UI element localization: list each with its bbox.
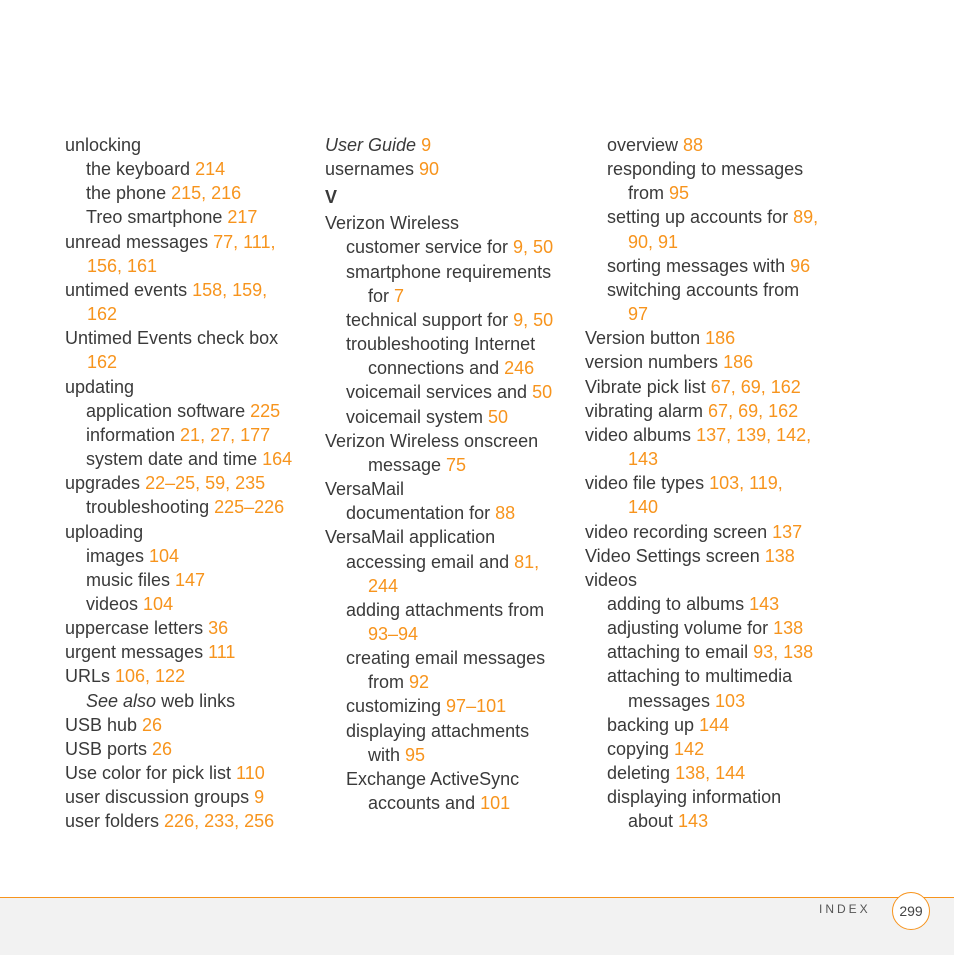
index-entry-text: unread messages — [65, 231, 214, 252]
index-subentry — [585, 616, 835, 640]
index-page-link[interactable]: 138 — [773, 618, 804, 639]
index-subentry — [585, 254, 835, 278]
index-entry-continuation — [325, 670, 570, 694]
index-page-link[interactable]: 97–101 — [446, 696, 507, 717]
index-entry — [65, 737, 305, 761]
index-subentry — [65, 689, 305, 713]
index-page-link[interactable]: 147 — [175, 569, 206, 590]
index-entry-text: message — [368, 454, 447, 475]
index-entry-text: from — [368, 672, 410, 693]
index-entry-text: voicemail services and — [346, 382, 533, 403]
index-entry-continuation — [325, 743, 570, 767]
index-entry-text: smartphone requirements — [346, 261, 552, 282]
index-entry-text: information — [86, 424, 181, 445]
index-subentry — [325, 380, 570, 404]
index-page-link[interactable]: 93, 138 — [753, 642, 814, 663]
index-page-link[interactable]: 217 — [227, 207, 258, 228]
index-page-link[interactable]: 137 — [772, 521, 803, 542]
index-entry-continuation — [325, 574, 570, 598]
index-entry — [585, 520, 835, 544]
index-entry-continuation — [585, 302, 835, 326]
index-page-link[interactable]: 7 — [394, 285, 405, 306]
index-page-link[interactable]: 92 — [409, 672, 430, 693]
index-entry-text: USB hub — [65, 714, 143, 735]
index-page-link[interactable]: 225–226 — [214, 497, 285, 518]
index-subentry — [325, 646, 570, 670]
index-page-link[interactable]: 143 — [628, 449, 659, 470]
index-entry-continuation — [585, 181, 835, 205]
index-subentry — [65, 544, 305, 568]
index-subentry — [585, 640, 835, 664]
index-entry — [585, 471, 835, 495]
index-page-link[interactable]: 104 — [143, 593, 174, 614]
index-page-link[interactable]: 226, 233, 256 — [164, 811, 275, 832]
index-page-link[interactable]: 97 — [628, 304, 649, 325]
index-entry-text: version numbers — [585, 352, 724, 373]
index-entry-text: Exchange ActiveSync — [346, 768, 520, 789]
index-entry — [65, 785, 305, 809]
index-page-link[interactable]: 225 — [250, 400, 281, 421]
index-page-link[interactable]: 144 — [699, 714, 730, 735]
index-page-link[interactable]: 96 — [790, 255, 811, 276]
index-page-link[interactable]: 106, 122 — [115, 666, 186, 687]
index-entry-text: about — [628, 811, 679, 832]
index-entry — [325, 429, 570, 453]
index-page-link[interactable]: 93–94 — [368, 623, 419, 644]
index-page-link[interactable]: 244 — [368, 575, 399, 596]
index-entry — [65, 278, 305, 302]
index-page-link[interactable]: 137, 139, 142, — [696, 424, 812, 445]
index-page-link[interactable]: 36 — [208, 618, 229, 639]
index-entry-text: application software — [86, 400, 251, 421]
index-entry-text: vibrating alarm — [585, 400, 709, 421]
index-page-link[interactable]: 50 — [488, 406, 509, 427]
index-entry — [325, 211, 570, 235]
index-entry-text: URLs — [65, 666, 116, 687]
index-entry-text: Treo smartphone — [86, 207, 228, 228]
index-entry-text: videos — [585, 569, 638, 590]
index-entry-text: displaying attachments — [346, 720, 530, 741]
index-entry-continuation — [325, 791, 570, 815]
index-entry-continuation — [585, 809, 835, 833]
index-entry-text: customer service for — [346, 237, 514, 258]
index-entry — [65, 761, 305, 785]
index-subentry — [585, 713, 835, 737]
index-page-link[interactable]: 110 — [236, 763, 265, 784]
index-entry-text: system date and time — [86, 449, 263, 470]
index-entry-continuation — [325, 453, 570, 477]
index-entry-text: user discussion groups — [65, 787, 255, 808]
index-subentry — [325, 260, 570, 284]
index-entry-text: overview — [607, 135, 684, 155]
index-subentry — [65, 181, 305, 205]
index-entry — [585, 568, 835, 592]
index-column-1 — [65, 133, 305, 834]
index-page-link[interactable]: 90 — [419, 159, 440, 180]
index-entry-text: Video Settings screen — [585, 545, 765, 566]
index-subentry — [65, 447, 305, 471]
index-page-link[interactable]: 103 — [715, 690, 746, 711]
index-letter-heading: V — [325, 187, 338, 208]
index-entry-text: accessing email and — [346, 551, 515, 572]
index-page-link[interactable]: 103, 119, — [709, 473, 783, 494]
index-entry-text: troubleshooting — [86, 497, 215, 518]
index-page-link[interactable]: 9 — [254, 787, 265, 808]
index-entry-text: the phone — [86, 183, 172, 204]
index-entry-text: copying — [607, 738, 675, 759]
index-entry-text: deleting — [607, 763, 676, 784]
index-page-link[interactable]: 9, 50 — [513, 309, 554, 330]
index-subentry — [325, 405, 570, 429]
index-subentry — [325, 767, 570, 791]
index-entry-continuation — [585, 230, 835, 254]
index-entry — [65, 713, 305, 737]
index-entry — [65, 133, 305, 157]
index-entry-text: backing up — [607, 714, 700, 735]
index-entry-text: VersaMail — [325, 479, 405, 500]
index-page-link[interactable]: 101 — [480, 793, 511, 814]
index-entry-text: displaying information — [607, 787, 782, 808]
index-entry — [65, 520, 305, 544]
index-entry-text: Untimed Events check box — [65, 328, 279, 349]
footer-bar — [0, 897, 954, 955]
index-subentry — [585, 133, 835, 157]
index-entry-italic: See also — [86, 690, 157, 711]
index-page-link[interactable]: 215, 216 — [171, 183, 242, 204]
index-entry-text: technical support for — [346, 309, 514, 330]
index-entry-text: voicemail system — [346, 406, 489, 427]
index-subentry — [65, 568, 305, 592]
index-subentry — [65, 399, 305, 423]
index-entry-text: user folders — [65, 811, 165, 832]
index-subentry — [65, 592, 305, 616]
index-entry-text: uppercase letters — [65, 618, 209, 639]
index-page-link[interactable]: 26 — [142, 714, 163, 735]
index-subentry — [585, 592, 835, 616]
index-page-link[interactable]: 164 — [262, 449, 293, 470]
index-entry-continuation — [65, 302, 305, 326]
index-page-link[interactable]: 90, 91 — [628, 231, 679, 252]
index-page-link[interactable]: 88 — [495, 503, 516, 524]
index-page-link[interactable]: 111 — [208, 642, 236, 663]
index-entry-text: accounts and — [368, 793, 481, 814]
footer-section-label: INDEX — [819, 902, 871, 916]
index-page-link[interactable]: 140 — [628, 497, 659, 518]
index-entry — [65, 326, 305, 350]
index-entry-text: urgent messages — [65, 642, 209, 663]
index-subentry — [325, 235, 570, 259]
index-entry-text: documentation for — [346, 503, 496, 524]
index-entry-text: USB ports — [65, 738, 153, 759]
index-subentry — [585, 785, 835, 809]
index-entry-text: Verizon Wireless — [325, 213, 460, 234]
index-page-link[interactable]: 246 — [504, 358, 535, 379]
index-entry-text: Verizon Wireless onscreen — [325, 430, 539, 451]
index-entry-text: adding attachments from — [346, 599, 545, 620]
index-entry-text: messages — [628, 690, 716, 711]
index-entry — [585, 375, 835, 399]
index-page-link[interactable]: 186 — [705, 328, 736, 349]
index-page-link[interactable]: 214 — [195, 159, 226, 180]
index-page-link[interactable]: 143 — [749, 593, 780, 614]
index-entry-text: video albums — [585, 424, 697, 445]
index-page-link[interactable]: 50 — [532, 382, 553, 403]
index-subentry — [585, 761, 835, 785]
index-page-link[interactable]: 143 — [678, 811, 709, 832]
index-entry-continuation — [325, 622, 570, 646]
index-entry-text: attaching to multimedia — [607, 666, 793, 687]
index-entry-text: videos — [86, 593, 144, 614]
index-column-2 — [325, 133, 570, 815]
index-entry — [325, 477, 570, 501]
index-page-link[interactable]: 186 — [723, 352, 754, 373]
index-page-link[interactable]: 158, 159, — [192, 279, 268, 300]
page-number-badge: 299 — [892, 892, 930, 930]
index-subentry — [585, 664, 835, 688]
index-entry — [585, 423, 835, 447]
index-entry-text: the keyboard — [86, 159, 196, 180]
index-subentry — [65, 423, 305, 447]
index-entry-text: switching accounts from — [607, 279, 800, 300]
index-page-link[interactable]: 67, 69, 162 — [710, 376, 801, 397]
index-page-link[interactable]: 77, 111, — [213, 231, 276, 252]
index-page-link[interactable]: 67, 69, 162 — [708, 400, 799, 421]
index-entry-text: for — [368, 285, 395, 306]
index-entry-text: Version button — [585, 328, 706, 349]
index-entry — [585, 544, 835, 568]
index-entry — [65, 230, 305, 254]
index-entry-continuation — [585, 447, 835, 471]
index-page-link[interactable]: 142 — [674, 738, 705, 759]
index-subentry — [325, 550, 570, 574]
index-entry-text: Use color for pick list — [65, 763, 237, 784]
index-entry-text: attaching to email — [607, 642, 754, 663]
index-entry — [65, 664, 305, 688]
index-entry-text: customizing — [346, 696, 447, 717]
index-entry-text: adding to albums — [607, 593, 750, 614]
index-entry-text: unlocking — [65, 135, 142, 155]
index-entry — [325, 157, 570, 181]
index-entry-text: creating email messages — [346, 648, 546, 669]
index-page-link[interactable]: 21, 27, 177 — [180, 424, 271, 445]
index-subentry — [325, 694, 570, 718]
index-entry — [65, 375, 305, 399]
index-entry-continuation — [585, 495, 835, 519]
index-subentry — [325, 332, 570, 356]
index-page-link[interactable]: 95 — [405, 744, 426, 765]
index-subentry — [585, 278, 835, 302]
index-page-link[interactable]: 89, — [793, 207, 819, 228]
index-entry — [325, 525, 570, 549]
index-page-link[interactable]: 138 — [764, 545, 795, 566]
index-page-link[interactable]: 88 — [683, 135, 704, 155]
index-subentry — [585, 205, 835, 229]
index-entry — [585, 399, 835, 423]
index-subentry — [325, 598, 570, 622]
index-page-link[interactable]: 156, 161 — [87, 255, 158, 276]
index-subentry — [585, 737, 835, 761]
index-page-link[interactable]: 95 — [669, 183, 690, 204]
index-entry-italic: User Guide — [325, 135, 417, 155]
index-page-link[interactable]: 75 — [446, 454, 467, 475]
index-entry-text: connections and — [368, 358, 505, 379]
index-subentry — [65, 157, 305, 181]
index-entry-text: untimed events — [65, 279, 193, 300]
index-subentry — [65, 205, 305, 229]
index-entry — [585, 326, 835, 350]
index-page-link[interactable]: 138, 144 — [675, 763, 746, 784]
index-entry-continuation — [65, 350, 305, 374]
index-entry-text: video file types — [585, 473, 710, 494]
index-entry-continuation — [585, 689, 835, 713]
index-page-link[interactable]: 162 — [87, 352, 118, 373]
index-entry-continuation — [325, 356, 570, 380]
index-entry — [325, 133, 570, 157]
index-page-link[interactable]: 9, 50 — [513, 237, 554, 258]
index-entry-text: updating — [65, 376, 135, 397]
index-subentry — [585, 157, 835, 181]
index-entry — [65, 640, 305, 664]
index-entry-text: sorting messages with — [607, 255, 791, 276]
index-page-link[interactable]: 162 — [87, 304, 118, 325]
index-entry-text: images — [86, 545, 150, 566]
index-entry-continuation — [65, 254, 305, 278]
index-entry — [65, 471, 305, 495]
index-entry-text: troubleshooting Internet — [346, 334, 536, 355]
index-subentry — [325, 501, 570, 525]
index-page-link[interactable]: 81, — [514, 551, 540, 572]
index-entry-text: uploading — [65, 521, 144, 542]
index-entry-text: responding to messages — [607, 159, 804, 180]
index-page-link[interactable]: 22–25, 59, 235 — [145, 473, 266, 494]
index-subentry — [325, 719, 570, 743]
index-subentry — [325, 308, 570, 332]
index-entry — [585, 350, 835, 374]
index-entry-text: usernames — [325, 159, 420, 180]
index-column-3 — [585, 133, 835, 834]
index-entry — [65, 616, 305, 640]
index-entry — [65, 809, 305, 833]
index-entry-text: VersaMail application — [325, 527, 496, 548]
index-entry-text: with — [368, 744, 406, 765]
index-entry-text: adjusting volume for — [607, 618, 774, 639]
index-page-link[interactable]: 26 — [152, 738, 173, 759]
index-entry-text: from — [628, 183, 670, 204]
index-entry-text: Vibrate pick list — [585, 376, 711, 397]
index-entry-text: video recording screen — [585, 521, 773, 542]
index-page-link[interactable]: 9 — [421, 135, 432, 155]
index-entry-continuation — [325, 284, 570, 308]
index-entry-text: setting up accounts for — [607, 207, 794, 228]
index-entry-text: web links — [156, 690, 236, 711]
index-subentry — [65, 495, 305, 519]
index-entry-text: music files — [86, 569, 176, 590]
index-page-link[interactable]: 104 — [149, 545, 180, 566]
index-entry-text: upgrades — [65, 473, 146, 494]
